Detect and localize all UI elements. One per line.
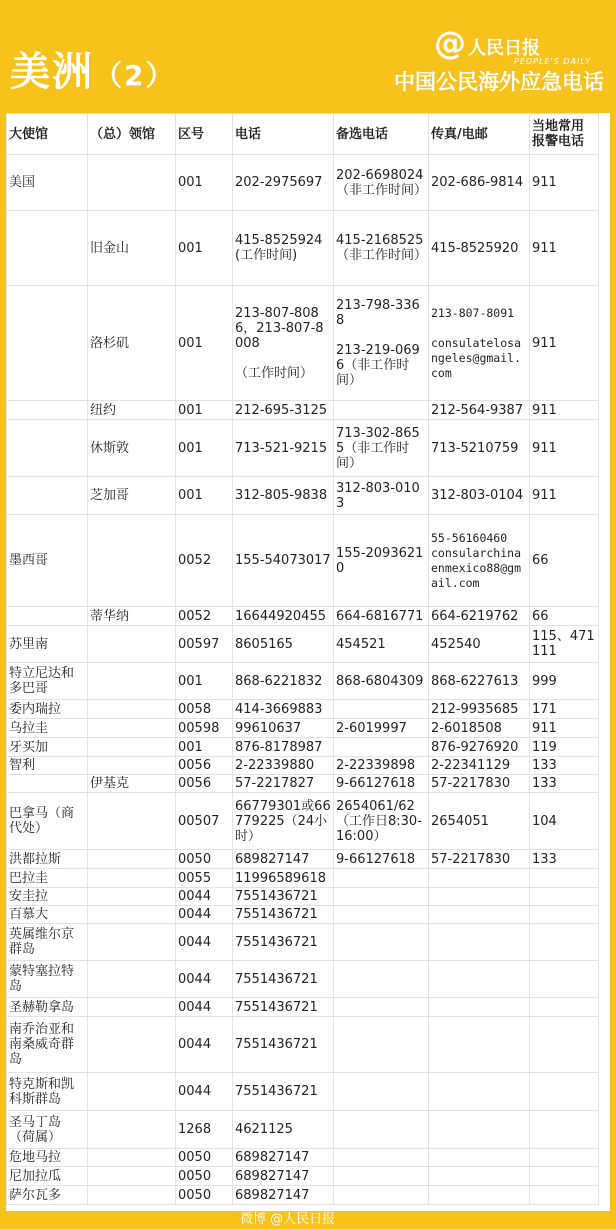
cell-alt-phone: 2654061/62（工作日8:30-16:00） [334, 793, 429, 850]
cell-police [530, 1111, 599, 1149]
cell-embassy: 圣马丁岛（荷属） [7, 1111, 88, 1149]
cell-consulate [88, 1017, 176, 1073]
logo-at-icon: @ [434, 24, 466, 62]
col-header-area-code: 区号 [176, 114, 233, 155]
cell-alt-phone [334, 1167, 429, 1186]
cell-embassy: 百慕大 [7, 906, 88, 924]
cell-police: 911 [530, 719, 599, 738]
cell-phone: 7551436721 [233, 906, 334, 924]
table-row [7, 626, 599, 663]
cell-area-code: 001 [176, 420, 233, 477]
table-row [7, 869, 599, 888]
cell-consulate: 旧金山 [88, 211, 176, 286]
cell-alt-phone: 213-798-3368 213-219-0696（非工作时间） [334, 286, 429, 401]
cell-embassy: 洪都拉斯 [7, 850, 88, 869]
cell-consulate [88, 961, 176, 998]
cell-consulate [88, 924, 176, 961]
cell-fax-email [429, 1167, 530, 1186]
cell-alt-phone [334, 738, 429, 757]
cell-fax-email [429, 1017, 530, 1073]
cell-area-code: 0044 [176, 924, 233, 961]
cell-police: 911 [530, 155, 599, 211]
cell-consulate [88, 906, 176, 924]
cell-fax-email [429, 888, 530, 906]
cell-police: 911 [530, 211, 599, 286]
col-header-fax-email: 传真/电邮 [429, 114, 530, 155]
cell-consulate: 伊基克 [88, 775, 176, 793]
cell-police: 911 [530, 477, 599, 515]
table-row [7, 998, 599, 1017]
cell-police: 999 [530, 663, 599, 700]
table-row [7, 211, 599, 286]
cell-embassy [7, 401, 88, 420]
cell-police [530, 888, 599, 906]
page-number: （2） [94, 59, 176, 92]
cell-consulate: 纽约 [88, 401, 176, 420]
cell-area-code: 0052 [176, 515, 233, 607]
cell-area-code: 0044 [176, 961, 233, 998]
cell-alt-phone [334, 401, 429, 420]
region-title: 美洲（2） [10, 49, 176, 95]
cell-embassy: 安圭拉 [7, 888, 88, 906]
cell-embassy [7, 607, 88, 626]
cell-alt-phone: 664-6816771 [334, 607, 429, 626]
cell-alt-phone [334, 924, 429, 961]
cell-embassy: 巴拿马（商代处） [7, 793, 88, 850]
cell-embassy: 危地马拉 [7, 1149, 88, 1167]
table-row [7, 1073, 599, 1111]
cell-alt-phone [334, 1149, 429, 1167]
cell-consulate [88, 626, 176, 663]
cell-embassy [7, 211, 88, 286]
cell-phone: 7551436721 [233, 924, 334, 961]
cell-embassy: 蒙特塞拉特岛 [7, 961, 88, 998]
cell-fax-email: 202-686-9814 [429, 155, 530, 211]
cell-phone: 8605165 [233, 626, 334, 663]
cell-consulate [88, 888, 176, 906]
cell-area-code: 0044 [176, 998, 233, 1017]
cell-consulate [88, 700, 176, 719]
cell-embassy [7, 286, 88, 401]
cell-alt-phone [334, 1186, 429, 1205]
table-row [7, 888, 599, 906]
table-row [7, 1111, 599, 1149]
col-header-alt-phone: 备选电话 [334, 114, 429, 155]
cell-phone: 7551436721 [233, 998, 334, 1017]
cell-fax-email: 2-6018508 [429, 719, 530, 738]
cell-embassy: 圣赫勒拿岛 [7, 998, 88, 1017]
cell-consulate [88, 1149, 176, 1167]
cell-phone: 7551436721 [233, 1017, 334, 1073]
cell-consulate [88, 1111, 176, 1149]
cell-area-code: 0044 [176, 888, 233, 906]
table-panel [6, 113, 610, 1211]
cell-alt-phone [334, 700, 429, 719]
cell-embassy: 特克斯和凯科斯群岛 [7, 1073, 88, 1111]
table-row [7, 961, 599, 998]
cell-alt-phone [334, 906, 429, 924]
cell-alt-phone: 454521 [334, 626, 429, 663]
table-row [7, 1149, 599, 1167]
cell-consulate [88, 663, 176, 700]
cell-fax-email: 415-8525920 [429, 211, 530, 286]
cell-alt-phone [334, 1017, 429, 1073]
cell-alt-phone [334, 998, 429, 1017]
cell-consulate [88, 850, 176, 869]
cell-embassy [7, 420, 88, 477]
cell-area-code: 0050 [176, 1167, 233, 1186]
cell-area-code: 00598 [176, 719, 233, 738]
cell-police [530, 1186, 599, 1205]
cell-embassy [7, 477, 88, 515]
cell-police: 911 [530, 286, 599, 401]
cell-alt-phone [334, 1111, 429, 1149]
cell-phone: 57-2217827 [233, 775, 334, 793]
cell-area-code: 001 [176, 286, 233, 401]
cell-fax-email: 312-803-0104 [429, 477, 530, 515]
cell-phone: 7551436721 [233, 961, 334, 998]
cell-consulate [88, 1167, 176, 1186]
cell-area-code: 001 [176, 663, 233, 700]
cell-phone: 212-695-3125 [233, 401, 334, 420]
table-row [7, 401, 599, 420]
cell-police: 133 [530, 850, 599, 869]
cell-fax-email: 2-22341129 [429, 757, 530, 775]
table-row [7, 420, 599, 477]
cell-phone: 99610637 [233, 719, 334, 738]
cell-alt-phone [334, 869, 429, 888]
cell-alt-phone: 868-6804309 [334, 663, 429, 700]
cell-area-code: 00597 [176, 626, 233, 663]
cell-embassy: 巴拉圭 [7, 869, 88, 888]
cell-embassy: 智利 [7, 757, 88, 775]
table-row [7, 155, 599, 211]
cell-area-code: 0050 [176, 850, 233, 869]
cell-phone: 202-2975697 [233, 155, 334, 211]
cell-phone: 689827147 [233, 1167, 334, 1186]
cell-phone: 414-3669883 [233, 700, 334, 719]
cell-phone: 16644920455 [233, 607, 334, 626]
cell-alt-phone: 9-66127618 [334, 775, 429, 793]
cell-embassy: 尼加拉瓜 [7, 1167, 88, 1186]
cell-consulate [88, 757, 176, 775]
cell-phone: 415-8525924(工作时间) [233, 211, 334, 286]
cell-police: 119 [530, 738, 599, 757]
table-row [7, 1017, 599, 1073]
cell-police [530, 961, 599, 998]
cell-consulate [88, 869, 176, 888]
cell-area-code: 001 [176, 401, 233, 420]
table-row [7, 757, 599, 775]
cell-fax-email: 212-564-9387 [429, 401, 530, 420]
col-header-embassy: 大使馆 [7, 114, 88, 155]
cell-alt-phone [334, 888, 429, 906]
col-header-phone: 电话 [233, 114, 334, 155]
cell-police [530, 1167, 599, 1186]
cell-phone: 689827147 [233, 1186, 334, 1205]
table-row [7, 906, 599, 924]
header [0, 0, 616, 110]
cell-area-code: 0050 [176, 1186, 233, 1205]
table-row [7, 286, 599, 401]
cell-fax-email: 868-6227613 [429, 663, 530, 700]
cell-embassy: 牙买加 [7, 738, 88, 757]
table-row [7, 1167, 599, 1186]
cell-alt-phone: 312-803-0103 [334, 477, 429, 515]
cell-police [530, 1017, 599, 1073]
cell-phone: 213-807-8086，213-807-8008 （工作时间） [233, 286, 334, 401]
cell-embassy: 苏里南 [7, 626, 88, 663]
cell-area-code: 001 [176, 477, 233, 515]
cell-fax-email: 664-6219762 [429, 607, 530, 626]
cell-area-code: 0044 [176, 906, 233, 924]
logo-en-text: PEOPLE'S DAILY [514, 57, 591, 66]
cell-consulate [88, 719, 176, 738]
table-row [7, 719, 599, 738]
col-header-police: 当地常用报警电话 [530, 114, 599, 155]
cell-phone: 312-805-9838 [233, 477, 334, 515]
cell-police [530, 1149, 599, 1167]
table-row [7, 738, 599, 757]
cell-area-code: 1268 [176, 1111, 233, 1149]
cell-embassy: 英属维尔京群岛 [7, 924, 88, 961]
cell-alt-phone: 415-2168525（非工作时间） [334, 211, 429, 286]
cell-fax-email: 2654051 [429, 793, 530, 850]
cell-area-code: 0052 [176, 607, 233, 626]
cell-alt-phone [334, 1073, 429, 1111]
cell-fax-email [429, 906, 530, 924]
cell-area-code: 0044 [176, 1017, 233, 1073]
cell-fax-email [429, 1073, 530, 1111]
logo-cn-text: 人民日报 [468, 38, 540, 59]
cell-police [530, 869, 599, 888]
cell-consulate [88, 1186, 176, 1205]
table-row [7, 663, 599, 700]
cell-phone: 4621125 [233, 1111, 334, 1149]
cell-police: 66 [530, 607, 599, 626]
cell-fax-email: 213-807-8091 consulatelosangeles@gmail.com [429, 286, 530, 401]
cell-fax-email [429, 1149, 530, 1167]
cell-phone: 7551436721 [233, 1073, 334, 1111]
cell-alt-phone: 2-6019997 [334, 719, 429, 738]
cell-embassy: 南乔治亚和南桑威奇群岛 [7, 1017, 88, 1073]
cell-area-code: 0050 [176, 1149, 233, 1167]
cell-embassy: 委内瑞拉 [7, 700, 88, 719]
table-row [7, 477, 599, 515]
cell-fax-email [429, 1186, 530, 1205]
cell-phone: 155-54073017 [233, 515, 334, 607]
table-row [7, 515, 599, 607]
cell-consulate [88, 1073, 176, 1111]
table-row [7, 793, 599, 850]
cell-embassy: 美国 [7, 155, 88, 211]
table-header-row [7, 114, 599, 155]
cell-area-code: 001 [176, 211, 233, 286]
cell-police: 104 [530, 793, 599, 850]
cell-area-code: 0055 [176, 869, 233, 888]
cell-fax-email: 57-2217830 [429, 775, 530, 793]
cell-consulate: 休斯敦 [88, 420, 176, 477]
cell-police [530, 998, 599, 1017]
cell-fax-email: 55-56160460 consularchinaenmexico88@gmail.com [429, 515, 530, 607]
cell-phone: 713-521-9215 [233, 420, 334, 477]
cell-consulate [88, 998, 176, 1017]
cell-phone: 7551436721 [233, 888, 334, 906]
cell-alt-phone: 2-22339898 [334, 757, 429, 775]
cell-embassy: 特立尼达和多巴哥 [7, 663, 88, 700]
watermark: 微博 @人民日报 [240, 1212, 336, 1227]
cell-embassy [7, 775, 88, 793]
cell-phone: 11996589618 [233, 869, 334, 888]
table-row [7, 775, 599, 793]
cell-alt-phone: 202-6698024（非工作时间） [334, 155, 429, 211]
cell-embassy: 墨西哥 [7, 515, 88, 607]
cell-area-code: 0056 [176, 757, 233, 775]
cell-fax-email [429, 1111, 530, 1149]
cell-fax-email: 876-9276920 [429, 738, 530, 757]
cell-police: 911 [530, 420, 599, 477]
cell-police: 911 [530, 401, 599, 420]
cell-fax-email: 212-9935685 [429, 700, 530, 719]
table-row [7, 850, 599, 869]
table-body [7, 155, 599, 1205]
cell-phone: 868-6221832 [233, 663, 334, 700]
cell-police: 115、471111 [530, 626, 599, 663]
cell-area-code: 00507 [176, 793, 233, 850]
emergency-phone-table [6, 113, 599, 1205]
cell-consulate [88, 738, 176, 757]
cell-police: 133 [530, 775, 599, 793]
cell-consulate: 蒂华纳 [88, 607, 176, 626]
cell-police: 133 [530, 757, 599, 775]
cell-fax-email [429, 924, 530, 961]
cell-fax-email [429, 961, 530, 998]
cell-alt-phone: 713-302-8655（非工作时间） [334, 420, 429, 477]
cell-phone: 876-8178987 [233, 738, 334, 757]
cell-area-code: 001 [176, 738, 233, 757]
cell-phone: 689827147 [233, 850, 334, 869]
cell-phone: 2-22339880 [233, 757, 334, 775]
cell-consulate: 洛杉矶 [88, 286, 176, 401]
cell-embassy: 乌拉圭 [7, 719, 88, 738]
cell-fax-email [429, 869, 530, 888]
table-row [7, 607, 599, 626]
cell-fax-email: 452540 [429, 626, 530, 663]
cell-fax-email: 713-5210759 [429, 420, 530, 477]
people-daily-logo [434, 24, 594, 66]
table-row [7, 1186, 599, 1205]
cell-phone: 66779301或66779225（24小时） [233, 793, 334, 850]
cell-consulate [88, 155, 176, 211]
page-subtitle: 中国公民海外应急电话 [394, 70, 604, 94]
cell-police [530, 1073, 599, 1111]
col-header-consulate: （总）领馆 [88, 114, 176, 155]
cell-police: 171 [530, 700, 599, 719]
cell-area-code: 001 [176, 155, 233, 211]
cell-alt-phone [334, 961, 429, 998]
cell-embassy: 萨尔瓦多 [7, 1186, 88, 1205]
cell-police: 66 [530, 515, 599, 607]
cell-fax-email: 57-2217830 [429, 850, 530, 869]
cell-area-code: 0044 [176, 1073, 233, 1111]
cell-consulate: 芝加哥 [88, 477, 176, 515]
table-row [7, 700, 599, 719]
cell-alt-phone: 9-66127618 [334, 850, 429, 869]
cell-area-code: 0058 [176, 700, 233, 719]
cell-area-code: 0056 [176, 775, 233, 793]
cell-alt-phone: 155-20936210 [334, 515, 429, 607]
cell-police [530, 924, 599, 961]
cell-consulate [88, 793, 176, 850]
cell-police [530, 906, 599, 924]
cell-phone: 689827147 [233, 1149, 334, 1167]
cell-consulate [88, 515, 176, 607]
cell-fax-email [429, 998, 530, 1017]
table-row [7, 924, 599, 961]
